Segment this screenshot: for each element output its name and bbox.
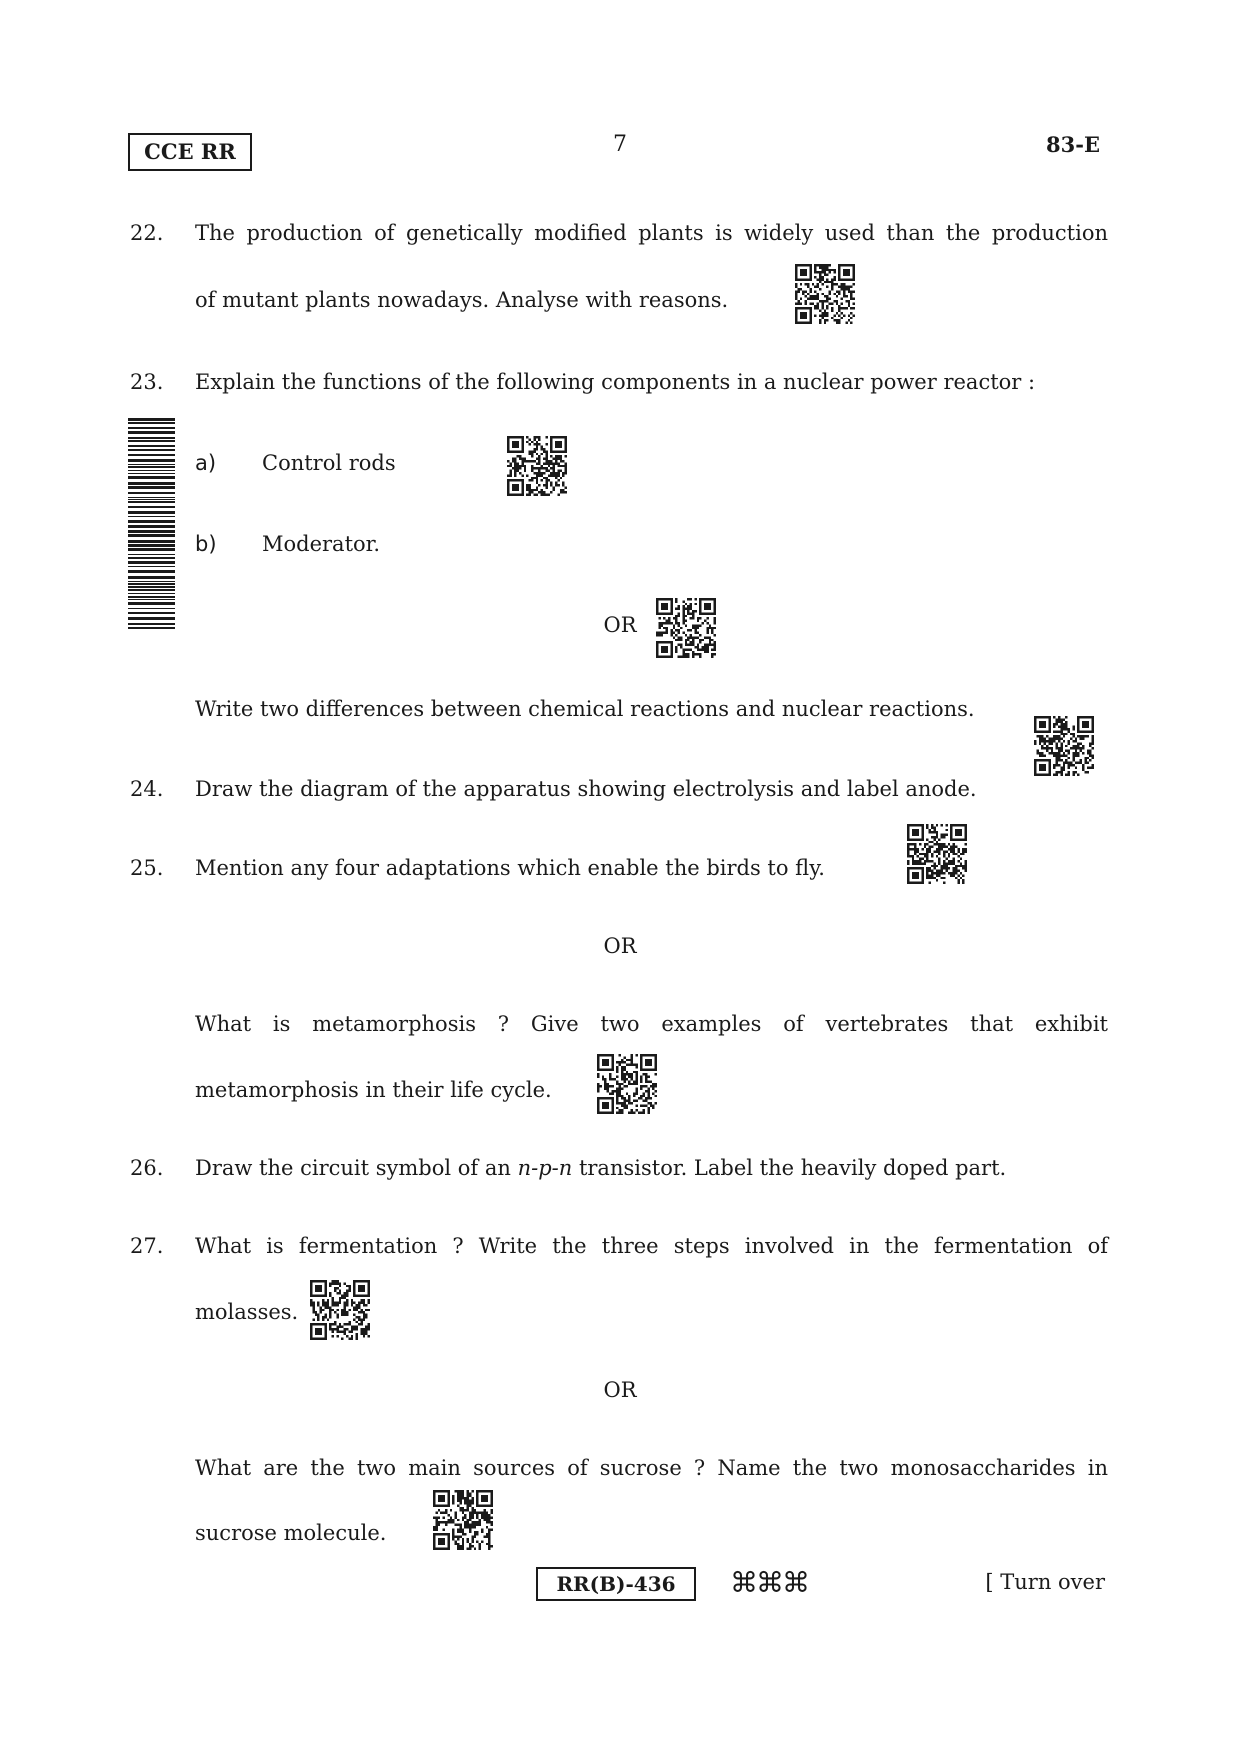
question-text: What are the two main sources of sucrose ? Name the two monosaccharides in <box>195 1456 1108 1480</box>
question-text: molasses. <box>195 1300 299 1324</box>
question-text-part: Draw the circuit symbol of an <box>195 1156 518 1180</box>
question-text: Write two differences between chemical reactions and nuclear reactions. <box>195 697 975 721</box>
question-text: sucrose molecule. <box>195 1521 387 1545</box>
question-text: What is fermentation ? Write the three steps involved in the fermentation of <box>195 1234 1108 1258</box>
question-number: 23. <box>130 370 164 394</box>
question-text: of mutant plants nowadays. Analyse with reasons. <box>195 288 729 312</box>
question-text: Draw the diagram of the apparatus showing electrolysis and label anode. <box>195 777 977 801</box>
question-text: metamorphosis in their life cycle. <box>195 1078 552 1102</box>
question-number: 24. <box>130 777 164 801</box>
question-number: 22. <box>130 221 164 245</box>
sub-item-letter: a) <box>195 451 217 475</box>
qr-code-icon <box>433 1490 493 1550</box>
qr-code-icon <box>597 1054 657 1114</box>
sub-item-text: Moderator. <box>262 532 381 556</box>
ornament-icon: ⌘⌘⌘ <box>730 1566 808 1599</box>
footer-paper-code: RR(B)-436 <box>536 1567 696 1601</box>
qr-code-icon <box>795 264 855 324</box>
question-text-part: transistor. Label the heavily doped part. <box>572 1156 1007 1180</box>
qr-code-icon <box>507 436 567 496</box>
or-divider: OR <box>603 613 637 637</box>
question-text <box>195 1156 1006 1180</box>
page-number: 7 <box>613 132 627 157</box>
or-divider: OR <box>603 1378 637 1402</box>
sub-item-text: Control rods <box>262 451 396 475</box>
qr-code-icon <box>1034 716 1094 776</box>
or-divider: OR <box>603 934 637 958</box>
qr-code-icon <box>310 1280 370 1340</box>
question-number: 25. <box>130 856 164 880</box>
question-text: Explain the functions of the following components in a nuclear power reactor : <box>195 370 1036 394</box>
qr-code-icon <box>656 598 716 658</box>
barcode-icon <box>128 418 175 631</box>
question-number: 27. <box>130 1234 164 1258</box>
turn-over-label: [ Turn over <box>985 1570 1105 1594</box>
series-badge: CCE RR <box>128 133 252 171</box>
question-text: Mention any four adaptations which enable the birds to fly. <box>195 856 825 880</box>
qr-code-icon <box>907 824 967 884</box>
sub-item-letter: b) <box>195 532 217 556</box>
question-text: The production of genetically modified plants is widely used than the production <box>195 221 1108 245</box>
question-number: 26. <box>130 1156 164 1180</box>
question-text: What is metamorphosis ? Give two examples of vertebrates that exhibit <box>195 1012 1108 1036</box>
paper-code: 83-E <box>1046 132 1100 157</box>
transistor-type: n-p-n <box>517 1156 573 1180</box>
